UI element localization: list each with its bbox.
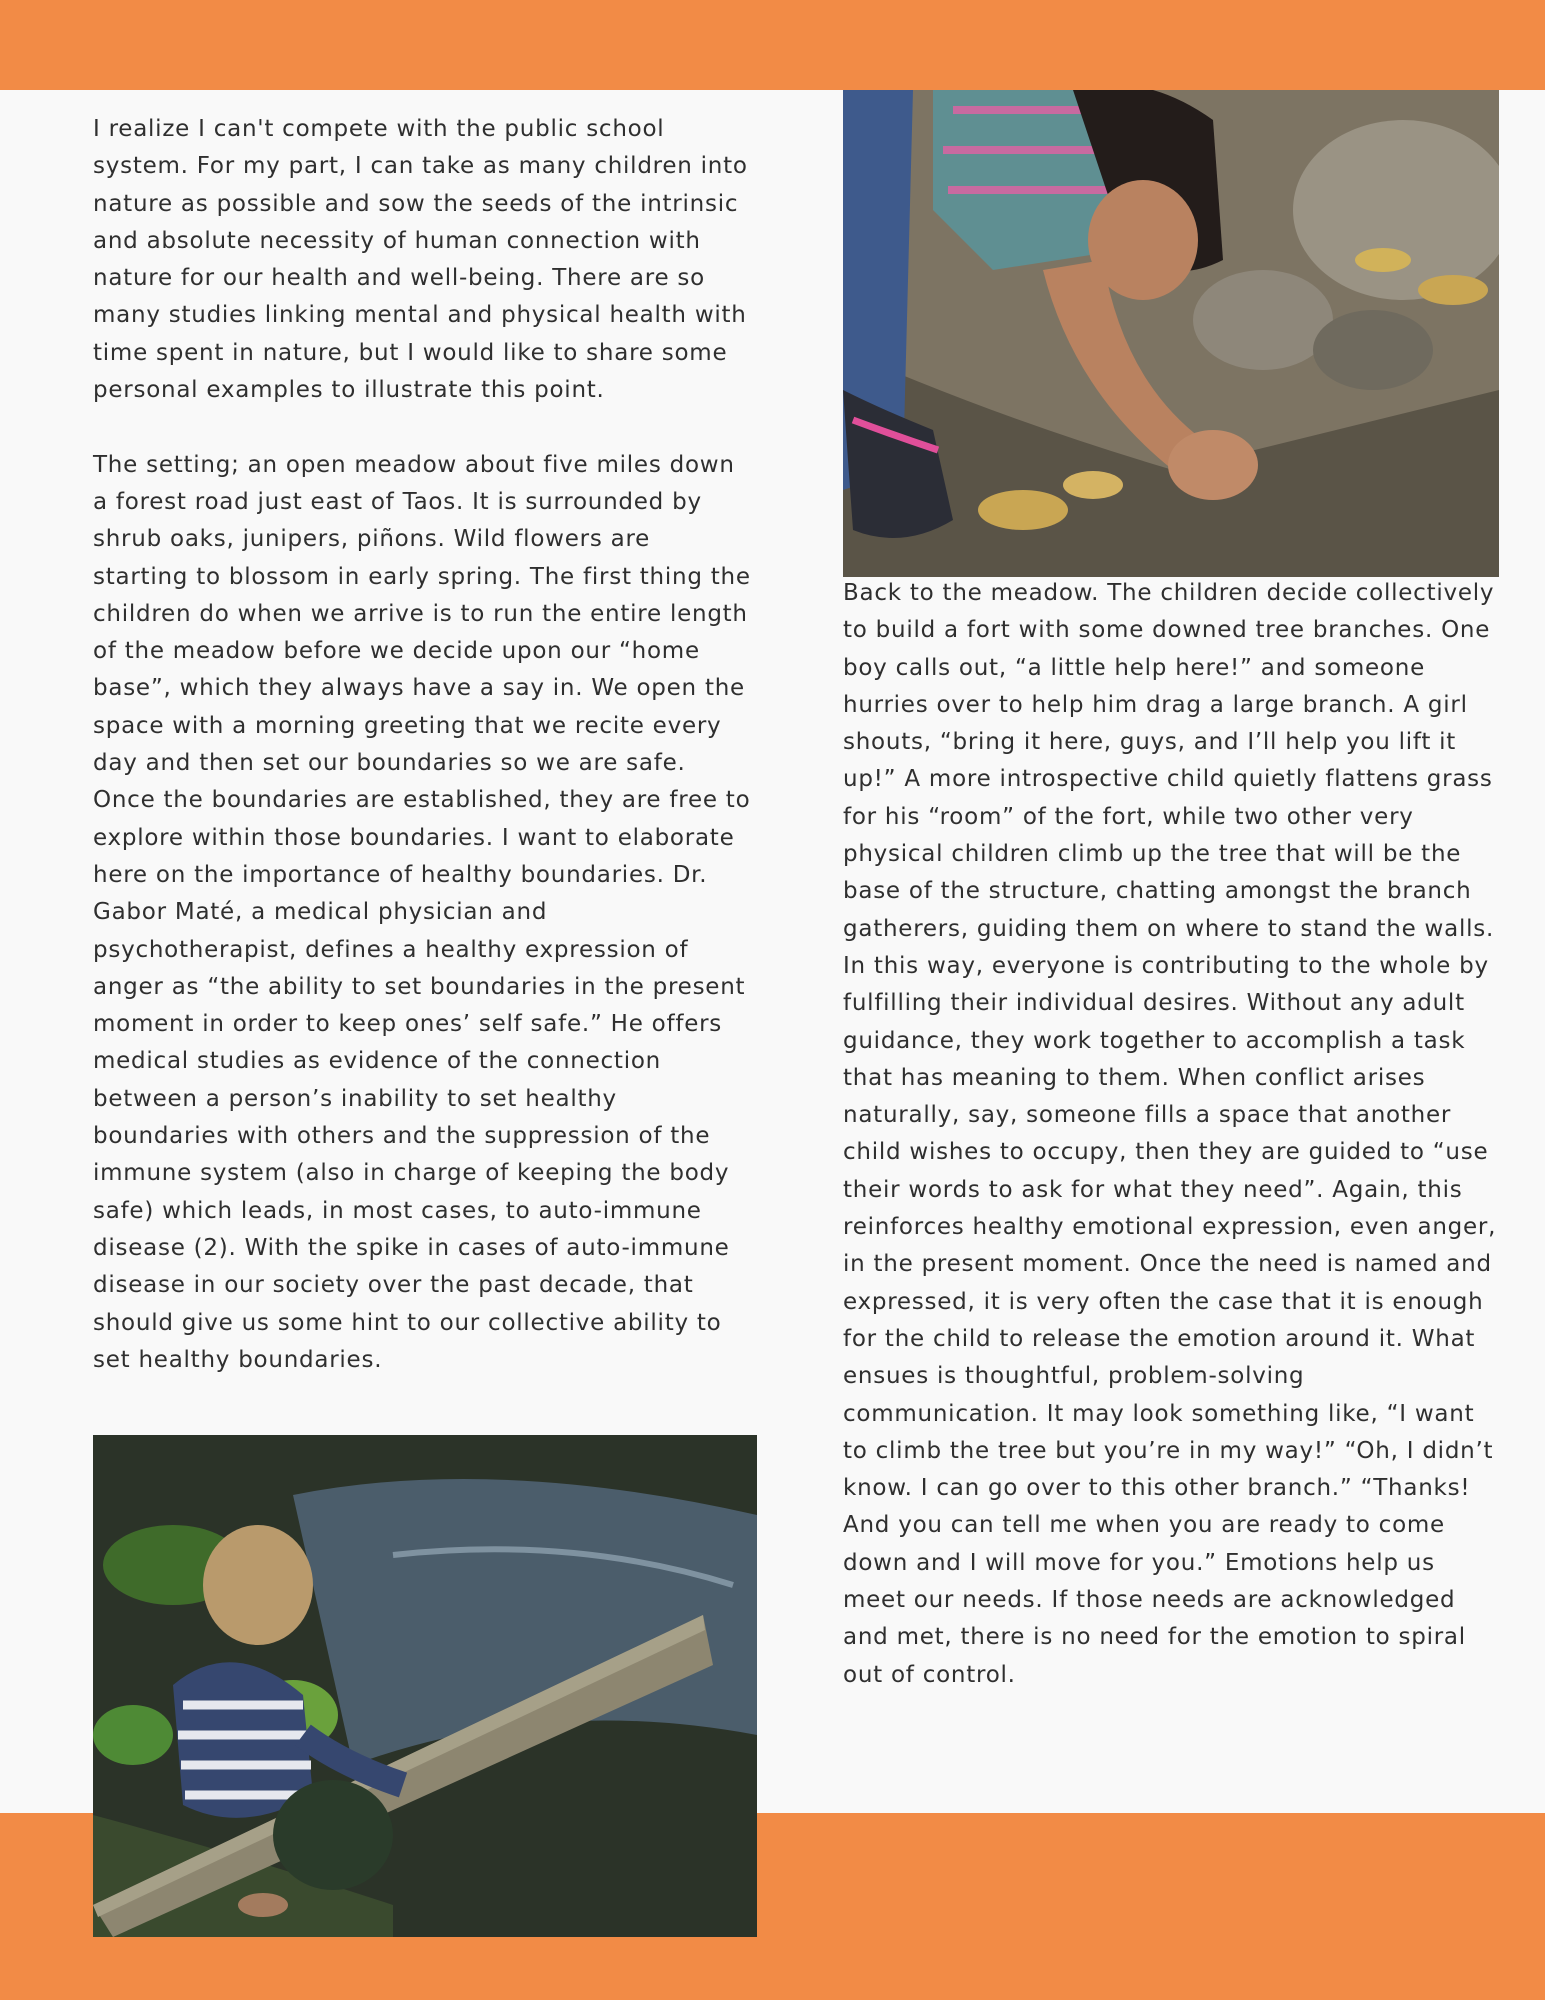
paragraph-school-system: I realize I can't compete with the public school system. For my part, I can take as many children into nature as possible and sow the seeds of the intrinsic and absolute necessity of human connection with nature for our health and well-being. There are so many studies linking mental and physical health with time spent in nature, but I would like to share some personal examples to illustrate this point. [93, 116, 748, 404]
top-orange-band [0, 0, 1545, 90]
paragraph-building-fort: Back to the meadow. The children decide collectively to build a fort with some downed tree branches. One boy calls out, “a little help here!” and someone hurries over to help him drag a large branch. A girl shouts, “bring it here, guys, and I’ll help you lift it up!” A more introspective child quietly flattens grass for his “room” of the fort, while two other very physical children climb up the tree that will be the base of the structure, chatting amongst the branch gatherers, guiding them on where to stand the walls. In this way, everyone is contributing to the whole by fulfilling their individual desires. Without any adult guidance, they work together to accomplish a task that has meaning to them. When conflict arises naturally, say, someone fills a space that another child wishes to occupy, then they are guided to “use their words to ask for what they need”. Again, this reinforces healthy emotional expression, even anger, in the present moment. Once the need is named and expressed, it is very often the case that it is enough for the child to release the emotion around it. What ensues is thoughtful, problem-solving communication. It may look something like, “I want to climb the tree but you’re in my way!” “Oh, I didn’t know. I can go over to this other branch.” “Thanks! And you can tell me when you are ready to come down and I will move for you.” Emotions help us meet our needs. If those needs are acknowledged and met, there is no need for the emotion to spiral out of control. [843, 580, 1497, 1688]
paragraph-meadow-setting: The setting; an open meadow about five miles down a forest road just east of Taos. It is surrounded by shrub oaks, junipers, piñons. Wild flowers are starting to blossom in early spring. The first thing the children do when we arrive is to run the entire length of the meadow before we decide upon our “home base”, which they always have a say in. We open the space with a morning greeting that we recite every day and then set our boundaries so we are safe. Once the boundaries are established, they are free to explore within those boundaries. I want to elaborate here on the importance of healthy boundaries. Dr. Gabor Maté, a medical physician and psychotherapist, defines a healthy expression of anger as “the ability to set boundaries in the present moment in order to keep ones’ self safe.” He offers medical studies as evidence of the connection between a person’s inability to set healthy boundaries with others and the suppression of the immune system (also in charge of keeping the body safe) which leads, in most cases, to auto-immune disease (2). With the spike in cases of auto-immune disease in our society over the past decade, that should give us some hint to our collective ability to set healthy boundaries. [93, 451, 751, 1373]
photo-child-by-stream-plank [93, 1435, 757, 1937]
left-column [93, 111, 753, 1379]
photo-girl-washing-hands-in-creek [843, 90, 1499, 577]
right-column [843, 575, 1503, 1694]
